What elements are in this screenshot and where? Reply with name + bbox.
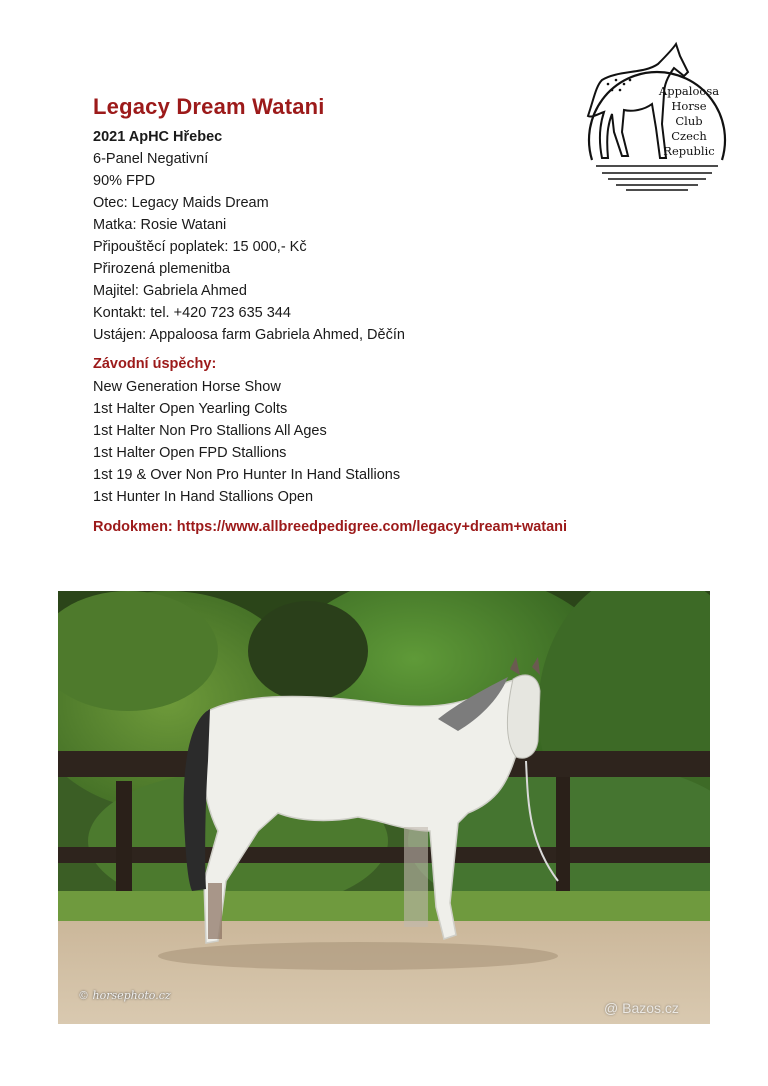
logo-text-line: Appaloosa	[658, 84, 720, 98]
logo-text-line: Czech	[671, 129, 707, 143]
photo-watermark-right: @ Bazos.cz	[604, 1000, 679, 1016]
results-list	[93, 376, 400, 508]
result-item: 1st Hunter In Hand Stallions Open	[93, 489, 314, 505]
info-line: Matka: Rosie Watani	[93, 217, 227, 233]
info-line: Otec: Legacy Maids Dream	[93, 195, 269, 211]
info-line: Kontakt: tel. +420 723 635 344	[93, 305, 291, 321]
horse-subtitle: 2021 ApHC Hřebec	[93, 129, 223, 145]
info-line: Připouštěcí poplatek: 15 000,- Kč	[93, 239, 307, 255]
result-item: 1st 19 & Over Non Pro Hunter In Hand Stallions	[93, 467, 401, 483]
result-item: 1st Halter Open FPD Stallions	[93, 445, 287, 461]
info-line: Přirozená plemenitba	[93, 261, 231, 277]
result-item: New Generation Horse Show	[93, 379, 281, 395]
horse-photo	[58, 591, 710, 1024]
pedigree-link[interactable]: Rodokmen: https://www.allbreedpedigree.com/legacy+dream+watani	[93, 519, 568, 535]
page-title: Legacy Dream Watani	[93, 94, 325, 119]
result-item: 1st Halter Open Yearling Colts	[93, 401, 288, 417]
info-line: 90% FPD	[93, 173, 156, 189]
results-title: Závodní úspěchy:	[93, 356, 217, 372]
info-line: Majitel: Gabriela Ahmed	[93, 283, 247, 299]
club-logo	[572, 28, 742, 196]
result-item: 1st Halter Non Pro Stallions All Ages	[93, 423, 327, 439]
logo-text-line: Horse	[671, 99, 707, 113]
info-line: 6-Panel Negativní	[93, 151, 209, 167]
logo-text-line: Club	[675, 114, 703, 128]
horse-info	[93, 126, 405, 346]
horse-photo-graphic	[58, 591, 710, 1024]
logo-text-line: Republic	[663, 144, 715, 158]
info-line: Ustájen: Appaloosa farm Gabriela Ahmed, Děčín	[93, 327, 405, 343]
photo-watermark-left: © horsephoto.cz	[78, 989, 171, 1002]
